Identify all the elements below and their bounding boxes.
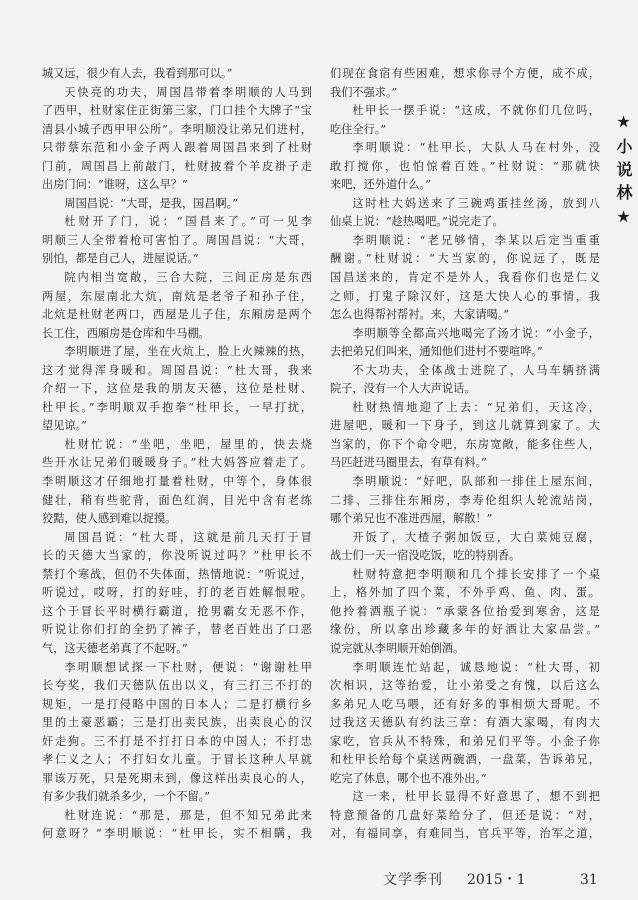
text-line: 长工住，西厢房是仓库和牛马棚。 [42, 326, 210, 340]
text-line: 听说过，哎呀，打的好哇，打的老百姓解恨啦。 [42, 586, 312, 600]
text-line: 这时杜大妈送来了三碗鸡蛋挂丝汤，放到八 [352, 196, 600, 210]
text-line: 门前，周国昌上前敲门，杜财披着个羊皮褂子走 [42, 159, 312, 173]
text-line: 李明顺进了屋，坐在火炕上，脸上火辣辣的热， [64, 345, 312, 359]
text-line: 孝仁义之人；不打妇女儿童。于冒长这种人早就 [42, 753, 312, 767]
text-line: 健壮，稍有些驼背，面色红润，目光中含有老练 [42, 493, 312, 507]
text-line: 吃完了休息，哪个也不准外出。” [330, 771, 487, 785]
text-line: 和杜甲长给每个桌送两碗酒，一盘菜，告诉弟兄， [330, 753, 600, 767]
text-line: 对，有福同享，有难同当，官兵平等，治军之道， [330, 827, 600, 841]
text-line: 城又远，很少有人去，我看到那可以。” [42, 67, 233, 80]
text-line: 这个于冒长平时横行霸道，抢男霸女无恶不作， [42, 604, 312, 618]
text-line: 介绍一下，这位是我的朋友天德，这位是杜财、 [42, 382, 312, 396]
text-line: 国昌送来的，肯定不是外人，我看你们也是仁义 [330, 271, 600, 285]
text-line: 禁打个寒战，但仍不失体面，热情地说：“听说过， [42, 567, 312, 581]
text-line: 杜财热情地迎了上去：“兄弟们，天这冷， [352, 400, 600, 414]
text-line: 他拎着酒瓶子说：“承蒙各位抬爱到寒舍，这是 [330, 604, 600, 618]
text-line: 望见谅。” [42, 419, 87, 433]
text-line: 不大功夫，全体战士进院了，人马车辆挤满 [352, 363, 600, 377]
text-line: 去把弟兄们叫来，通知他们进村不要喧哗。” [330, 345, 543, 359]
text-line: 过我这天德队有约法三章：有酒大家喝，有肉大 [330, 716, 600, 730]
text-line: 来吧，还外道什么。” [330, 178, 431, 192]
text-line: 何意呀？”李明顺说：“杜甲长，实不相瞒，我 [42, 827, 312, 841]
text-line: 北炕是杜财老两口，西屋是儿子住，东厢房是两个 [42, 308, 312, 322]
text-line: 只带蔡东范和小金子两人跟着周国昌来到了杜财 [42, 141, 312, 155]
issue-number: 2015・1 [467, 872, 526, 888]
text-line: 周国昌说：“大哥，是我，国昌啊。” [64, 196, 239, 210]
text-line: 李明顺等全都高兴地喝完了汤才说：“小金子， [352, 326, 600, 340]
text-line: 家吃，官兵从不特殊，和弟兄们平等。小金子你 [330, 734, 600, 748]
text-line: 些开水让兄弟们暖暖身子。”杜大妈答应着走了。 [42, 456, 312, 470]
text-line: 我们不强求。” [330, 85, 398, 99]
text-line: 杜财特意把李明顺和几个排长安排了一个桌 [352, 567, 600, 581]
text-line: 别怕，都是自己人，进屋说话。” [42, 252, 199, 266]
section-label: ★小说林★ [614, 112, 633, 233]
text-line: 了西甲，杜财家住正街第三家，门口挂个大牌子“宝 [42, 104, 312, 118]
text-line: 明顺三人全带着枪可害怕了。周国昌说：“大哥， [42, 233, 312, 247]
text-line: 气，这天德老弟真了不起呀。” [42, 641, 188, 655]
text-line: 这一来，杜甲长显得不好意思了，想不到把 [352, 790, 600, 804]
text-line: 杜财连说：“那是，那是，但不知兄弟此来 [64, 808, 312, 822]
text-line: 开饭了，大楂子粥加饭豆，大白菜炖豆腐， [352, 530, 600, 544]
text-line: 敢打搅你，也怕惊着百姓。”杜财说：“那就快 [330, 159, 600, 173]
magazine-name: 文学季刊 [383, 872, 443, 888]
text-line: 院内相当宽敞，三合大院，三间正房是东西 [64, 271, 312, 285]
left-text-column [42, 65, 312, 844]
text-line: 周国昌说：“杜大哥，这就是前几天打于冒 [64, 530, 312, 544]
text-line: 当家的，你下个命令吧，东房宽敞，能多住些人， [330, 437, 600, 451]
text-line: 有多少我们就杀多少，一个不留。” [42, 790, 210, 804]
page-number: 31 [580, 872, 598, 888]
text-line: 特意预备的几盘好菜给分了，但还是说：“对， [330, 808, 600, 822]
text-line: 听说让你们打的全扔了裤子，替老百姓出了口恶 [42, 623, 312, 637]
right-text-column [330, 65, 600, 844]
text-line: 怎么也得帮衬帮衬。来，大家请喝。” [330, 308, 510, 322]
text-line: 吃住全行。” [330, 122, 387, 136]
text-line: 天快亮的功夫，周国昌带着李明顺的人马到 [64, 85, 312, 99]
text-line: 们现在食宿有些困难，想求你寻个方便，成不成， [330, 67, 600, 80]
text-line: 出房门问：“谁呀，这么早？” [42, 178, 188, 192]
text-line: 两屋，东屋南北大炕，南炕是老爷子和孙子住， [42, 289, 312, 303]
text-line: 二排、三排住东厢房，李寿伦组织人轮流站岗， [330, 493, 600, 507]
text-line: 多弟兄人吃马喂，还有好多的事相烦大哥呢。不 [330, 697, 600, 711]
text-line: 李明顺连忙站起，诚恳地说：“杜大哥，初 [352, 660, 600, 674]
text-line: 仙桌上说：“趁热喝吧。”说完走了。 [330, 215, 504, 229]
text-line: 狡黠，使人感到难以捉摸。 [42, 512, 177, 526]
text-line: 哪个弟兄也不准进西屋，解散！” [330, 512, 493, 526]
text-line: 缘份，所以拿出珍藏多年的好酒让大家品尝。” [330, 623, 600, 637]
text-line: 长夸奖，我们天德队伍出以义，有三打三不打的 [42, 679, 312, 693]
text-line: 说完就从李明顺开始倒酒。 [330, 641, 465, 655]
text-line: 这才觉得浑身暖和。周国昌说：“杜大哥，我来 [42, 363, 312, 377]
text-line: 杜财忙说：“坐吧，坐吧，屋里的，快去烧 [64, 437, 312, 451]
text-line: 酬谢。”杜财说：“大当家的，你说远了，既是 [330, 252, 600, 266]
text-line: 李明顺说：“杜甲长，大队人马在村外，没 [352, 141, 600, 155]
text-line: 李明顺这才仔细地打量着杜财，中等个，身体很 [42, 475, 312, 489]
text-line: 清县小城子西甲甲公所”。李明顺没让弟兄们进村， [42, 122, 312, 136]
text-line: 院子，没有一个人大声说话。 [330, 382, 476, 396]
text-line: 战士们一天一宿没吃饭，吃的特别香。 [330, 549, 521, 563]
text-line: 次相识，这等抬爱，让小弟受之有愧，以后这么 [330, 679, 600, 693]
text-line: 之师，打鬼子除汉奸，这是大快人心的事情，我 [330, 289, 600, 303]
text-line: 长的天德大当家的，你没听说过吗？”杜甲长不 [42, 549, 312, 563]
text-line: 规矩，一是打侵略中国的日本人；二是打横行乡 [42, 697, 312, 711]
text-line: 李明顺说：“好吧，队部和一排住上屋东间， [352, 475, 600, 489]
text-line: 奸走狗。三不打是不打打日本的中国人；不打忠 [42, 734, 312, 748]
text-line: 马匹赶进马圈里去，有草有料。” [330, 456, 487, 470]
text-line: 李明顺说：“老兄够情，李某以后定当重重 [352, 233, 600, 247]
text-line: 进屋吧，暖和一下身子，到这儿就算到家了。大 [330, 419, 600, 433]
text-line: 杜财开了门，说：“国昌来了。”可一见李 [64, 215, 312, 229]
text-line: 罪该万死，只是死期未到，像这样出卖良心的人， [42, 771, 312, 785]
text-line: 杜甲长一摆手说：“这成，不就你们几位吗， [352, 104, 600, 118]
text-line: 上，格外加了四个菜，不外乎鸡、鱼、肉、蛋。 [330, 586, 600, 600]
text-line: 里的土豪恶霸；三是打出卖民族，出卖良心的汉 [42, 716, 312, 730]
text-line: 李明顺想试探一下杜财，便说：“谢谢杜甲 [64, 660, 312, 674]
text-line: 杜甲长。”李明顺双手抱拳“杜甲长，一早打扰， [42, 400, 312, 414]
